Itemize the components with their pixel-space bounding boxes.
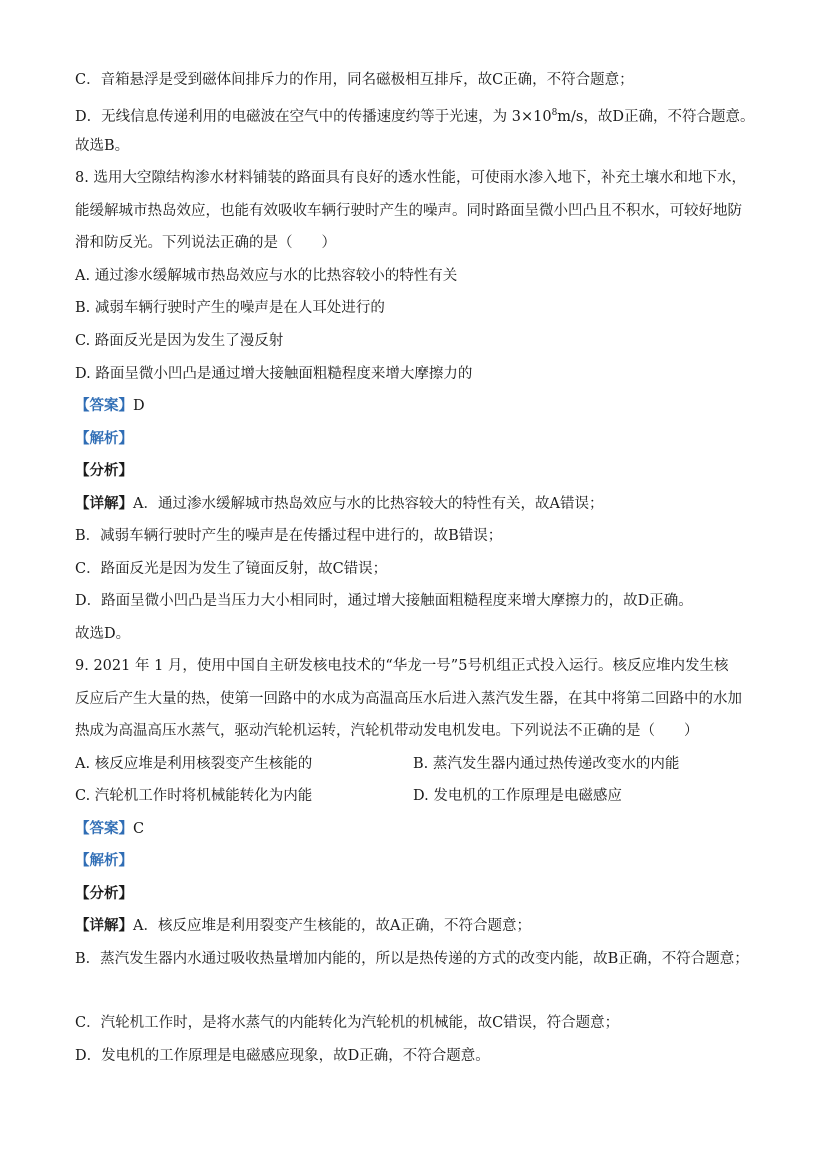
question-8-option-d: D. 路面呈微小凹凸是通过增大接触面粗糙程度来增大摩擦力的 (75, 366, 473, 382)
text-line: 故选B。 (75, 138, 130, 154)
detail-line: B．减弱车辆行驶时产生的噪声是在传播过程中进行的，故B错误； (75, 528, 503, 544)
analysis-tag: 【解析】 (75, 852, 133, 869)
detail-tag: 【详解】 (75, 917, 133, 934)
detail-text: A．通过渗水缓解城市热岛效应与水的比热容较大的特性有关，故A错误； (133, 496, 604, 512)
text-line (75, 103, 757, 127)
option-row (75, 754, 757, 774)
detail-line (75, 916, 757, 936)
detail-line: C．汽轮机工作时，是将水蒸气的内能转化为汽轮机的机械能，故C错误，符合题意； (75, 1015, 620, 1031)
detail-text: A．核反应堆是利用裂变产生核能的，故A正确，不符合题意； (133, 918, 531, 934)
detail-line: D．路面呈微小凹凸是当压力大小相同时，通过增大接触面粗糙程度来增大摩擦力的，故D正确。 (75, 593, 693, 609)
question-9-stem: 反应后产生大量的热，使第一回路中的水成为高温高压水后进入蒸汽发生器，在其中将第二回路中的水加 (75, 691, 742, 707)
conclusion-line: 故选D。 (75, 626, 131, 642)
detail-line: D．发电机的工作原理是电磁感应现象，故D正确，不符合题意。 (75, 1048, 490, 1064)
detail-line (75, 494, 757, 514)
text-line: C．音箱悬浮是受到磁体间排斥力的作用，同名磁极相互排斥，故C正确，不符合题意； (75, 72, 634, 88)
answer-value: C (133, 821, 145, 837)
detail-line: B．蒸汽发生器内水通过吸收热量增加内能的，所以是热传递的方式的改变内能，故B正确，不符合题意； (75, 951, 749, 967)
answer-line (75, 819, 757, 839)
text-segment: D．无线信息传递利用的电磁波在空气中的传播速度约等于光速，为 3×10 (75, 108, 552, 125)
text-segment: m/s，故D正确，不符合题意。 (557, 108, 755, 125)
question-8-option-c: C. 路面反光是因为发生了漫反射 (75, 333, 284, 349)
answer-tag: 【答案】 (75, 820, 133, 837)
option-row (75, 786, 757, 806)
question-8-stem: 滑和防反光。下列说法正确的是（ ） (75, 235, 336, 251)
answer-line (75, 396, 757, 416)
question-9-option-c: C. 汽轮机工作时将机械能转化为内能 (75, 788, 313, 804)
question-9-stem: 热成为高温高压水蒸气，驱动汽轮机运转，汽轮机带动发电机发电。下列说法不正确的是（ ） (75, 723, 699, 739)
question-9-option-b: B. 蒸汽发生器内通过热传递改变水的内能 (413, 756, 680, 772)
detail-line: C．路面反光是因为发生了镜面反射，故C错误； (75, 561, 388, 577)
fenxi-tag: 【分析】 (75, 462, 133, 479)
question-8-option-b: B. 减弱车辆行驶时产生的噪声是在人耳处进行的 (75, 300, 385, 316)
question-9-stem: 9. 2021 年 1 月，使用中国自主研发核电技术的“华龙一号”5号机组正式投入运行。核反应堆内发生核 (75, 658, 729, 674)
answer-tag: 【答案】 (75, 397, 133, 414)
question-8-option-a: A. 通过渗水缓解城市热岛效应与水的比热容较小的特性有关 (75, 268, 458, 284)
superscript: 8 (551, 108, 558, 118)
analysis-tag: 【解析】 (75, 430, 133, 447)
answer-value: D (133, 398, 145, 414)
question-9-option-a: A. 核反应堆是利用核裂变产生核能的 (75, 756, 313, 772)
detail-tag: 【详解】 (75, 495, 133, 512)
fenxi-tag: 【分析】 (75, 885, 133, 902)
question-9-option-d: D. 发电机的工作原理是电磁感应 (413, 788, 622, 804)
question-8-stem: 8. 选用大空隙结构渗水材料铺装的路面具有良好的透水性能，可使雨水渗入地下，补充土壤水和地下水， (75, 170, 746, 186)
question-8-stem: 能缓解城市热岛效应，也能有效吸收车辆行驶时产生的噪声。同时路面呈微小凹凸且不积水，可较好地防 (75, 203, 742, 219)
